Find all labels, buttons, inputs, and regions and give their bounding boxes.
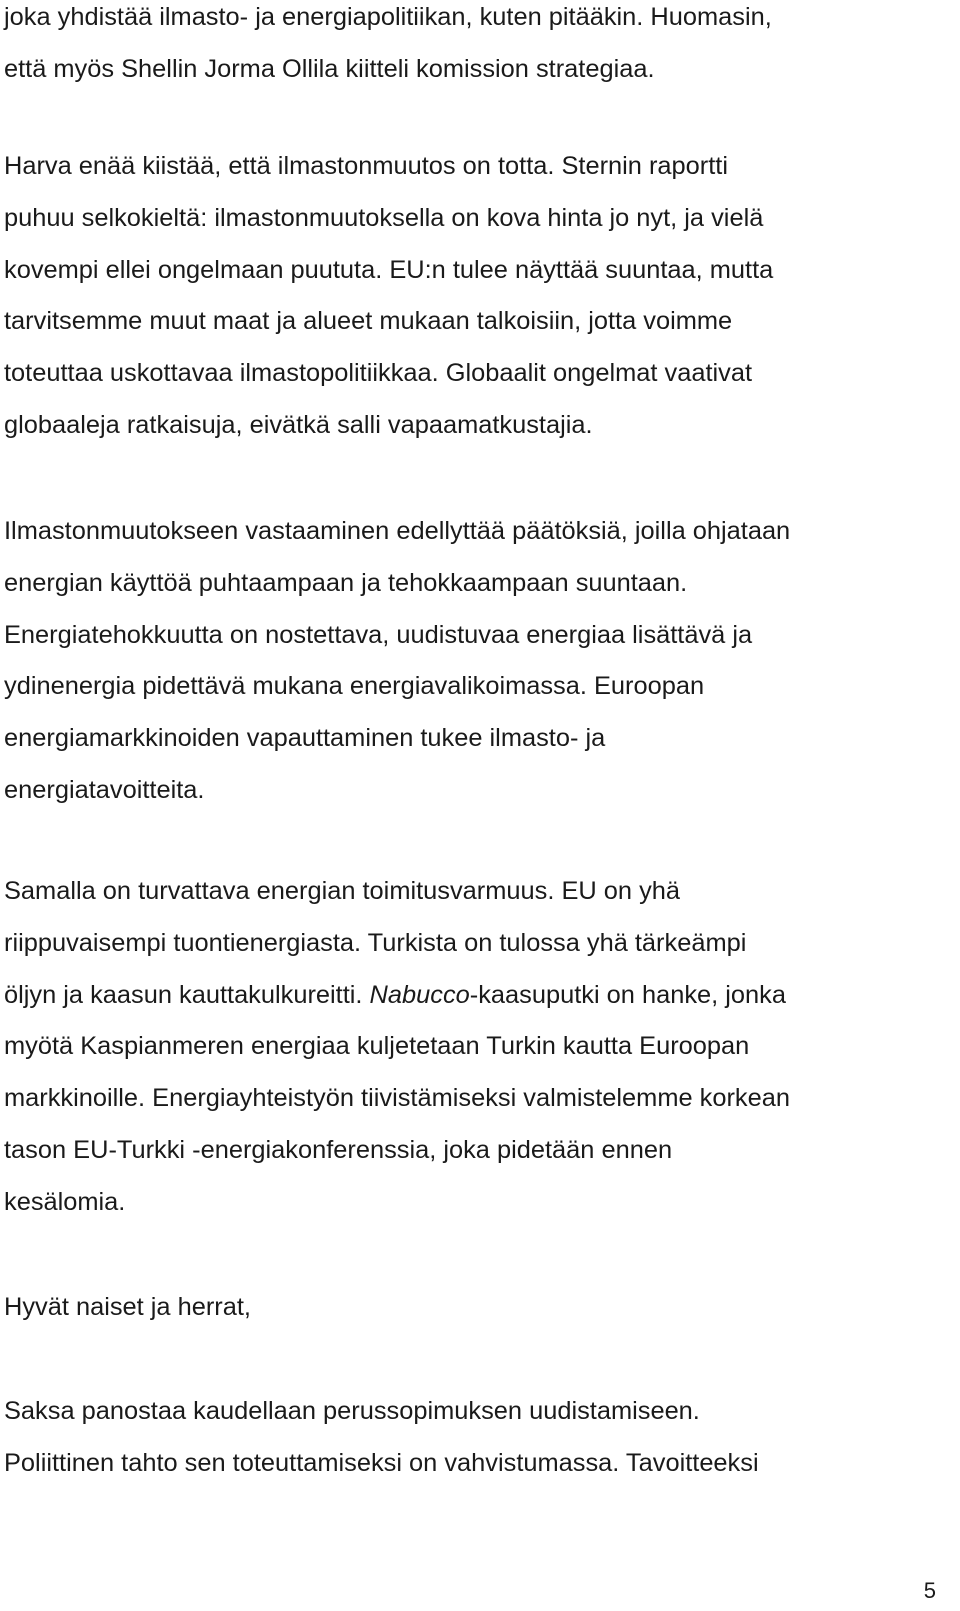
text-line: Ilmastonmuutokseen vastaaminen edellyttää päätöksiä, joilla ohjataan	[4, 517, 791, 545]
paragraph-5	[4, 1282, 949, 1334]
text-line: markkinoille. Energiayhteistyön tiivistämiseksi valmistelemme korkean	[4, 1084, 790, 1113]
paragraph-1	[4, 0, 949, 96]
text-line-mixed	[4, 970, 949, 1022]
text-line: puhuu selkokieltä: ilmastonmuutoksella on kova hinta jo nyt, ja vielä	[4, 203, 764, 232]
text-line: joka yhdistää ilmasto- ja energiapolitiikan, kuten pitääkin. Huomasin,	[4, 3, 772, 31]
text-line: energiatavoitteita.	[4, 775, 205, 804]
text-line: riippuvaisempi tuontienergiasta. Turkista on tulossa yhä tärkeämpi	[4, 928, 747, 957]
text-line: kesälomia.	[4, 1187, 126, 1216]
text-line: toteuttaa uskottavaa ilmastopolitiikkaa. Globaalit ongelmat vaativat	[4, 359, 753, 388]
text-segment: öljyn ja kaasun kauttakulkureitti.	[4, 980, 363, 1009]
text-line: että myös Shellin Jorma Ollila kiitteli komission strategiaa.	[4, 54, 655, 83]
text-line: Harva enää kiistää, että ilmastonmuutos on totta. Sternin raportti	[4, 152, 729, 180]
text-line: myötä Kaspianmeren energiaa kuljetetaan Turkin kautta Euroopan	[4, 1032, 750, 1061]
text-line: Poliittinen tahto sen toteuttamiseksi on vahvistumassa. Tavoitteeksi	[4, 1448, 759, 1477]
paragraph-2	[4, 141, 949, 452]
page-number: 5	[923, 1578, 936, 1603]
paragraph-3	[4, 506, 949, 817]
text-line: energian käyttöä puhtaampaan ja tehokkaampaan suuntaan.	[4, 568, 688, 597]
salutation: Hyvät naiset ja herrat,	[4, 1293, 251, 1321]
text-line: energiamarkkinoiden vapauttaminen tukee ilmasto- ja	[4, 724, 606, 753]
paragraph-4	[4, 866, 949, 1229]
text-segment: -kaasuputki on hanke, jonka	[469, 980, 786, 1009]
text-line: Samalla on turvattava energian toimitusvarmuus. EU on yhä	[4, 877, 681, 905]
text-line: kovempi ellei ongelmaan puututa. EU:n tulee näyttää suuntaa, mutta	[4, 255, 774, 284]
text-line: tarvitsemme muut maat ja alueet mukaan talkoisiin, jotta voimme	[4, 307, 733, 336]
text-line: ydinenergia pidettävä mukana energiavalikoimassa. Euroopan	[4, 672, 705, 701]
italic-term: Nabucco	[369, 980, 470, 1009]
text-line: globaaleja ratkaisuja, eivätkä salli vapaamatkustajia.	[4, 410, 593, 439]
paragraph-6	[4, 1386, 949, 1490]
text-line: Saksa panostaa kaudellaan perussopimuksen uudistamiseen.	[4, 1397, 700, 1425]
text-line: Energiatehokkuutta on nostettava, uudistuvaa energiaa lisättävä ja	[4, 620, 753, 649]
text-line: tason EU-Turkki -energiakonferenssia, joka pidetään ennen	[4, 1135, 673, 1164]
